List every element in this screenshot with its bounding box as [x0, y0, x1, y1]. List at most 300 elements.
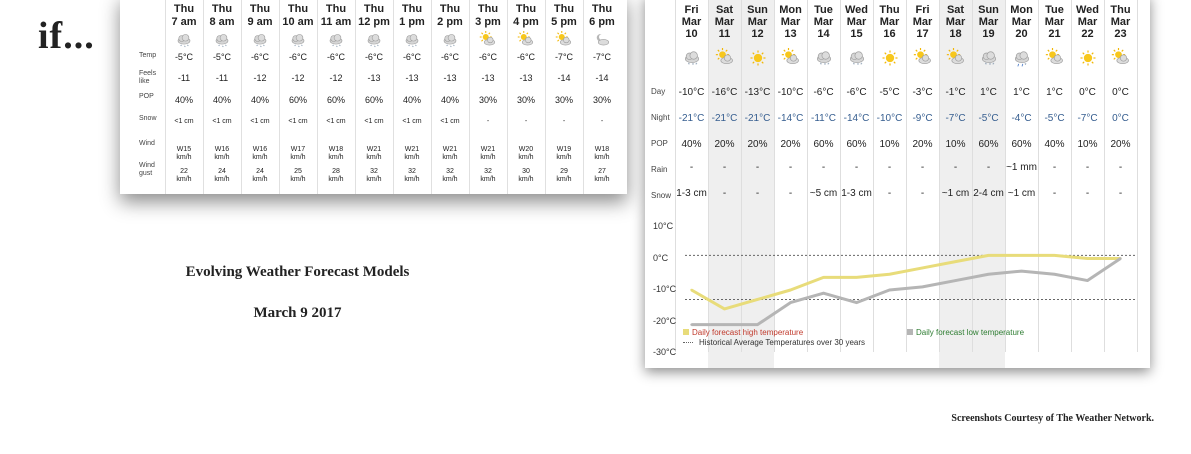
svg-text:*: *: [691, 63, 694, 68]
high-temperature-point: [756, 298, 758, 300]
hour-gust: 27: [598, 168, 606, 175]
hour-temp: -6°C: [402, 52, 422, 62]
hour-temp: -6°C: [478, 52, 498, 62]
day-low: -5°C: [978, 113, 999, 124]
svg-text:*: *: [453, 43, 455, 49]
hour-pop: 40%: [174, 95, 193, 105]
day-low: -9°C: [912, 113, 933, 124]
day-name: Tue: [814, 4, 833, 16]
row-label-snow: Snow: [139, 115, 157, 122]
hour-snow: <1 cm: [402, 118, 422, 125]
high-temperature-point: [888, 273, 890, 275]
day-low: -7°C: [945, 113, 966, 124]
day-date: 13: [784, 28, 797, 40]
hour-gust-unit: km/h: [594, 176, 610, 183]
hour-gust-unit: km/h: [518, 176, 534, 183]
caption-title: Evolving Weather Forecast Models: [185, 264, 410, 280]
low-temperature-point: [1020, 270, 1022, 272]
day-pop: 40%: [681, 139, 702, 150]
day-pop: 10%: [945, 139, 966, 150]
sun-cloud-icon: [507, 31, 545, 53]
high-temperature-point: [822, 276, 824, 278]
hourly-forecast-panel: [120, 0, 627, 194]
hour-time: 4 pm: [513, 16, 539, 28]
day-snow: -: [788, 188, 793, 199]
day-date: 20: [1015, 28, 1028, 40]
hour-wind-unit: km/h: [442, 154, 458, 161]
day-low: 0°C: [1112, 113, 1129, 124]
low-temperature-point: [723, 323, 725, 325]
hour-wind-unit: km/h: [594, 154, 610, 161]
hour-time: 3 pm: [475, 16, 501, 28]
day-snow: -: [920, 188, 925, 199]
hour-wind-unit: km/h: [518, 154, 534, 161]
hour-pop: 60%: [288, 95, 307, 105]
day-month: Mar: [1077, 16, 1098, 28]
hour-pop: 30%: [516, 95, 535, 105]
hour-wind-dir: W20: [518, 146, 534, 153]
day-low: -21°C: [744, 113, 771, 124]
day-low: -5°C: [1044, 113, 1065, 124]
hour-wind-unit: km/h: [556, 154, 572, 161]
day-name: Fri: [915, 4, 930, 16]
day-month: Mar: [1011, 16, 1032, 28]
high-temperature-point: [690, 289, 692, 291]
svg-text:*: *: [222, 44, 224, 49]
hour-pop: 40%: [402, 95, 421, 105]
hour-gust: 25: [294, 168, 302, 175]
day-rain: -: [986, 162, 991, 173]
hour-day: Thu: [211, 3, 233, 15]
low-temperature-series: [692, 259, 1121, 325]
day-high: 1°C: [1013, 87, 1030, 98]
svg-text:*: *: [694, 62, 697, 68]
hour-day: Thu: [401, 3, 423, 15]
day-rain: -: [887, 162, 892, 173]
day-month: Mar: [1044, 16, 1065, 28]
hour-gust-unit: km/h: [176, 176, 192, 183]
high-temperature-point: [789, 289, 791, 291]
hour-pop: 40%: [250, 95, 269, 105]
hour-temp: -6°C: [326, 52, 346, 62]
hour-time: 6 pm: [589, 16, 615, 28]
day-date: 10: [685, 28, 698, 40]
hour-wind-dir: W21: [442, 146, 458, 153]
day-snow: ~1 cm: [941, 188, 970, 199]
row-label-feels-like: Feels like: [139, 70, 157, 85]
legend-historical-label: Historical Average Temperatures over 30 years: [699, 338, 866, 347]
hour-feels-like: -13: [519, 73, 533, 83]
hour-day: Thu: [287, 3, 309, 15]
day-pop: 10%: [1077, 139, 1098, 150]
day-low: -21°C: [678, 113, 705, 124]
hour-temp: -7°C: [554, 52, 574, 62]
row-label-night: Night: [651, 113, 670, 122]
day-snow: -: [1052, 188, 1057, 199]
hour-snow: -: [600, 118, 604, 125]
svg-text:*: *: [263, 43, 265, 49]
row-label-pop: POP: [139, 93, 154, 100]
day-pop: 60%: [846, 139, 867, 150]
day-date: 22: [1081, 28, 1094, 40]
day-snow: ~1 cm: [1007, 188, 1036, 199]
day-high: 1°C: [1046, 87, 1063, 98]
day-high: -16°C: [711, 87, 738, 98]
hour-gust-unit: km/h: [556, 176, 572, 183]
svg-text:*: *: [823, 63, 826, 68]
day-pop: 20%: [780, 139, 801, 150]
day-name: Mon: [1010, 4, 1033, 16]
low-temperature-point: [1086, 279, 1088, 281]
low-temperature-point: [921, 286, 923, 288]
svg-text:*: *: [218, 43, 221, 49]
snow-cloud-icon: [203, 31, 241, 53]
hour-gust-unit: km/h: [290, 176, 306, 183]
day-pop: 20%: [747, 139, 768, 150]
svg-text:*: *: [377, 43, 379, 49]
hour-snow: <1 cm: [174, 118, 194, 125]
hour-snow: <1 cm: [250, 118, 270, 125]
hour-snow: <1 cm: [288, 118, 308, 125]
day-date: 18: [949, 28, 962, 40]
hour-day: Thu: [173, 3, 195, 15]
day-date: 19: [982, 28, 995, 40]
day-date: 16: [883, 28, 896, 40]
hour-wind-unit: km/h: [290, 154, 306, 161]
hour-time: 2 pm: [437, 16, 463, 28]
day-pop: 60%: [813, 139, 834, 150]
high-temperature-point: [954, 260, 956, 262]
svg-text:*: *: [1024, 63, 1026, 68]
day-month: Mar: [780, 16, 801, 28]
hour-feels-like: -14: [595, 73, 609, 83]
high-temperature-point: [1053, 254, 1055, 256]
low-temperature-point: [756, 323, 758, 325]
hour-day: Thu: [515, 3, 537, 15]
day-high: 1°C: [980, 87, 997, 98]
day-rain: ~1 mm: [1006, 162, 1037, 173]
y-tick-label: -30°C: [653, 347, 677, 357]
moon-cloud-icon: [583, 31, 621, 53]
day-low: -10°C: [876, 113, 903, 124]
low-temperature-point: [1053, 273, 1055, 275]
snow-cloud-icon: [431, 31, 469, 53]
svg-text:*: *: [450, 44, 452, 49]
day-month: Mar: [879, 16, 900, 28]
svg-text:*: *: [180, 43, 183, 49]
hour-temp: -6°C: [250, 52, 270, 62]
day-name: Thu: [879, 4, 900, 16]
day-pop: 10%: [879, 139, 900, 150]
day-rain: -: [821, 162, 826, 173]
day-snow: ~5 cm: [809, 188, 838, 199]
svg-text:*: *: [859, 62, 862, 68]
y-tick-label: 10°C: [653, 221, 674, 231]
svg-text:*: *: [819, 62, 822, 68]
hour-gust-unit: km/h: [214, 176, 230, 183]
hour-pop: 60%: [326, 95, 345, 105]
hour-feels-like: -13: [367, 73, 381, 83]
hour-time: 7 am: [171, 16, 197, 28]
hour-gust-unit: km/h: [366, 176, 382, 183]
hour-wind-dir: W15: [176, 146, 192, 153]
day-name: Wed: [1075, 4, 1100, 16]
row-label-pop: POP: [651, 139, 668, 148]
day-high: -10°C: [777, 87, 804, 98]
day-date: 23: [1114, 28, 1127, 40]
legend-high-label: Daily forecast high temperature: [692, 328, 804, 337]
hour-wind-dir: W21: [480, 146, 496, 153]
low-temperature-point: [954, 279, 956, 281]
hour-temp: -6°C: [364, 52, 384, 62]
legend-high-swatch: [683, 329, 689, 335]
hour-gust-unit: km/h: [252, 176, 268, 183]
caption-date: March 9 2017: [253, 305, 342, 321]
hour-wind-unit: km/h: [328, 154, 344, 161]
day-low: -14°C: [777, 113, 804, 124]
hour-feels-like: -13: [405, 73, 419, 83]
hour-time: 1 pm: [399, 16, 425, 28]
day-name: Sun: [978, 4, 999, 16]
day-snow: 1-3 cm: [676, 188, 707, 199]
day-snow: -: [755, 188, 760, 199]
day-high: 0°C: [1112, 87, 1129, 98]
hour-snow: <1 cm: [326, 118, 346, 125]
hour-time: 5 pm: [551, 16, 577, 28]
y-tick-label: 0°C: [653, 252, 669, 263]
day-snow: -: [1118, 188, 1123, 199]
day-pop: 40%: [1044, 139, 1065, 150]
hour-time: 8 am: [209, 16, 235, 28]
day-pop: 20%: [1110, 139, 1131, 150]
svg-text:*: *: [225, 43, 227, 49]
day-name: Sat: [715, 4, 734, 16]
low-temperature-point: [690, 323, 692, 325]
hour-wind-dir: W21: [366, 146, 382, 153]
svg-text:*: *: [370, 43, 373, 49]
row-label-wind-gust: Wind gust: [139, 162, 155, 177]
hour-feels-like: -13: [443, 73, 457, 83]
svg-text:*: *: [260, 44, 262, 49]
snow-cloud-icon: [165, 31, 203, 53]
legend-historical: [683, 338, 865, 347]
hour-time: 11 am: [320, 16, 352, 28]
svg-text:*: *: [415, 43, 417, 49]
y-tick-label: -20°C: [653, 315, 677, 326]
hour-day: Thu: [363, 3, 385, 15]
svg-text:*: *: [408, 43, 411, 49]
hour-gust: 32: [370, 168, 378, 175]
row-label-day: Day: [651, 87, 666, 96]
hour-wind-dir: W18: [328, 146, 344, 153]
hour-temp: -6°C: [440, 52, 460, 62]
day-pop: 60%: [1011, 139, 1032, 150]
hour-gust: 24: [256, 168, 264, 175]
day-low: -4°C: [1011, 113, 1032, 124]
legend-low: [907, 328, 1024, 337]
svg-text:*: *: [301, 43, 303, 49]
svg-text:*: *: [294, 43, 297, 49]
day-snow: -: [722, 188, 727, 199]
day-name: Tue: [1045, 4, 1064, 16]
hour-wind-unit: km/h: [176, 154, 192, 161]
snow-cloud-icon: [279, 31, 317, 53]
hour-snow: <1 cm: [440, 118, 460, 125]
day-pop: 20%: [714, 139, 735, 150]
hour-feels-like: -13: [481, 73, 495, 83]
hour-gust-unit: km/h: [328, 176, 344, 183]
hour-pop: 40%: [440, 95, 459, 105]
hour-temp: -6°C: [288, 52, 308, 62]
legend-high: [683, 328, 803, 337]
heading: if...: [38, 15, 95, 57]
hour-snow: <1 cm: [364, 118, 384, 125]
day-rain: -: [1085, 162, 1090, 173]
row-label-rain: Rain: [651, 165, 668, 174]
day-rain: -: [920, 162, 925, 173]
snow-cloud-icon: [241, 31, 279, 53]
high-temperature-point: [921, 267, 923, 269]
hour-feels-like: -14: [557, 73, 571, 83]
day-high: -6°C: [813, 87, 834, 98]
day-date: 11: [718, 28, 731, 40]
hour-gust-unit: km/h: [404, 176, 420, 183]
hour-time: 12 pm: [358, 16, 390, 28]
hour-day: Thu: [553, 3, 575, 15]
low-temperature-point: [855, 301, 857, 303]
credit-text: Screenshots Courtesy of The Weather Network.: [951, 413, 1154, 424]
day-high: -5°C: [879, 87, 900, 98]
hour-feels-like: -12: [329, 73, 343, 83]
day-low: -21°C: [711, 113, 738, 124]
day-rain: -: [755, 162, 760, 173]
hour-gust: 24: [218, 168, 226, 175]
day-high: -6°C: [846, 87, 867, 98]
day-name: Wed: [844, 4, 869, 16]
day-snow: 1-3 cm: [841, 188, 872, 199]
svg-text:*: *: [412, 44, 414, 49]
hour-gust: 32: [408, 168, 416, 175]
snow-cloud-icon: [393, 31, 431, 53]
daily-forecast-panel: [645, 0, 1150, 368]
high-temperature-point: [1020, 254, 1022, 256]
day-low: -11°C: [811, 113, 836, 124]
high-temperature-point: [987, 254, 989, 256]
hour-day: Thu: [477, 3, 499, 15]
svg-text:*: *: [852, 62, 855, 68]
day-date: 14: [817, 28, 830, 40]
svg-text:*: *: [984, 62, 987, 68]
day-high: -10°C: [678, 87, 705, 98]
day-date: 12: [751, 28, 764, 40]
day-month: Mar: [714, 16, 735, 28]
day-name: Sat: [946, 4, 965, 16]
day-high: -13°C: [744, 87, 771, 98]
day-date: 15: [850, 28, 863, 40]
day-date: 17: [916, 28, 929, 40]
hour-gust: 22: [180, 168, 188, 175]
day-name: Mon: [779, 4, 802, 16]
high-temperature-point: [723, 308, 725, 310]
hour-feels-like: -11: [215, 73, 229, 83]
svg-text:*: *: [374, 44, 376, 49]
day-rain: -: [689, 162, 694, 173]
hour-day: Thu: [439, 3, 461, 15]
row-label-wind: Wind: [139, 140, 155, 147]
svg-text:*: *: [856, 63, 859, 68]
hour-snow: -: [524, 118, 528, 125]
day-rain: -: [1052, 162, 1057, 173]
day-snow: -: [887, 188, 892, 199]
svg-text:*: *: [991, 62, 994, 68]
sun-cloud-icon: [545, 31, 583, 53]
hour-wind-dir: W18: [594, 146, 610, 153]
day-month: Mar: [1110, 16, 1131, 28]
low-temperature-point: [888, 289, 890, 291]
svg-text:*: *: [187, 43, 189, 49]
hour-gust: 28: [332, 168, 340, 175]
hour-day: Thu: [591, 3, 613, 15]
svg-text:*: *: [184, 44, 186, 49]
snow-cloud-icon: [317, 31, 355, 53]
day-month: Mar: [846, 16, 867, 28]
hour-wind-dir: W16: [252, 146, 268, 153]
svg-text:*: *: [339, 43, 341, 49]
hour-time: 9 am: [247, 16, 273, 28]
hour-snow: -: [486, 118, 490, 125]
svg-text:*: *: [298, 44, 300, 49]
day-month: Mar: [813, 16, 834, 28]
hour-gust: 32: [446, 168, 454, 175]
legend-low-swatch: [907, 329, 913, 335]
hour-wind-unit: km/h: [252, 154, 268, 161]
high-temperature-point: [1086, 257, 1088, 259]
temperature-chart: [645, 0, 1150, 368]
hour-gust: 32: [484, 168, 492, 175]
hour-pop: 30%: [592, 95, 611, 105]
hour-wind-dir: W16: [214, 146, 230, 153]
hour-wind-dir: W17: [290, 146, 306, 153]
day-name: Sun: [747, 4, 768, 16]
hour-temp: -6°C: [516, 52, 536, 62]
hour-gust: 30: [522, 168, 530, 175]
legend-historical-swatch: [683, 342, 693, 343]
day-month: Mar: [747, 16, 768, 28]
svg-text:*: *: [988, 63, 991, 68]
day-name: Fri: [684, 4, 699, 16]
hour-wind-unit: km/h: [214, 154, 230, 161]
svg-text:*: *: [336, 44, 338, 49]
hour-wind-unit: km/h: [366, 154, 382, 161]
hour-wind-dir: W21: [404, 146, 420, 153]
snow-cloud-icon: [355, 31, 393, 53]
day-high: -1°C: [945, 87, 966, 98]
hour-feels-like: -12: [253, 73, 267, 83]
hour-snow: <1 cm: [212, 118, 232, 125]
day-date: 21: [1048, 28, 1061, 40]
low-temperature-point: [987, 273, 989, 275]
hour-feels-like: -11: [177, 73, 191, 83]
high-temperature-point: [855, 276, 857, 278]
day-name: Thu: [1110, 4, 1131, 16]
day-rain: -: [788, 162, 793, 173]
low-temperature-point: [822, 292, 824, 294]
day-month: Mar: [681, 16, 702, 28]
hour-temp: -7°C: [592, 52, 612, 62]
row-label-temp: Temp: [139, 52, 157, 59]
hour-temp: -5°C: [212, 52, 232, 62]
svg-text:*: *: [826, 62, 829, 68]
